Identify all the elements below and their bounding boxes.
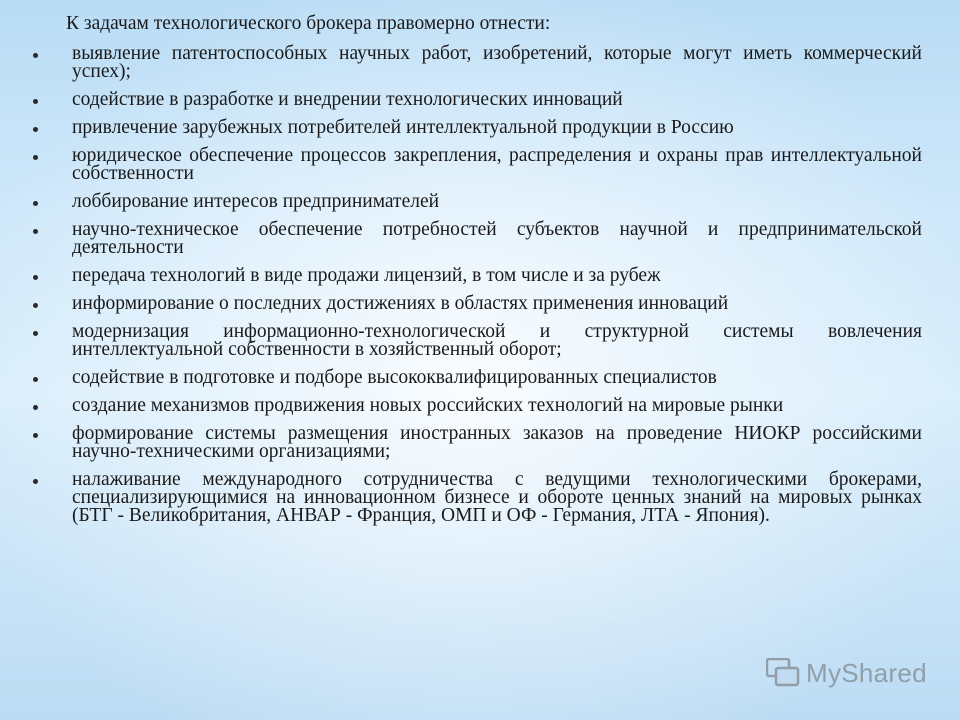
bullet-item	[0, 369, 960, 387]
bullet-text: содействие в подготовке и подборе высококвалифицированных специалистов	[72, 367, 717, 388]
slide-intro: К задачам технологического брокера правомерно отнести:	[66, 13, 551, 34]
bullet-item	[0, 295, 960, 313]
bullet-item	[0, 397, 960, 415]
bullet-item	[0, 45, 960, 81]
bullet-item	[0, 91, 960, 109]
bullet-text: содействие в разработке и внедрении технологических инноваций	[72, 89, 623, 110]
bullet-text: юридическое обеспечение процессов закрепления, распределения и охраны прав интеллектуальной собственности	[72, 145, 922, 184]
bullet-item	[0, 193, 960, 211]
bullet-dot-icon	[33, 53, 38, 58]
bullet-list	[0, 45, 960, 535]
bullet-dot-icon	[33, 229, 38, 234]
bullet-item	[0, 147, 960, 183]
bullet-text: привлечение зарубежных потребителей интеллектуальной продукции в Россию	[72, 117, 734, 138]
bullet-item	[0, 119, 960, 137]
bullet-text: информирование о последних достижениях в областях применения инноваций	[72, 293, 729, 314]
bullet-text: научно-техническое обеспечение потребностей субъектов научной и предпринимательской деятельности	[72, 219, 922, 258]
bullet-dot-icon	[33, 155, 38, 160]
bullet-dot-icon	[33, 303, 38, 308]
watermark	[766, 656, 927, 690]
bullet-text: формирование системы размещения иностранных заказов на проведение НИОКР российскими научно-техническими организациями;	[72, 423, 922, 462]
bullet-dot-icon	[33, 433, 38, 438]
bullet-dot-icon	[33, 275, 38, 280]
bullet-dot-icon	[33, 479, 38, 484]
bullet-item	[0, 425, 960, 461]
bullet-text: передача технологий в виде продажи лицензий, в том числе и за рубеж	[72, 265, 661, 286]
bullet-text: выявление патентоспособных научных работ, изобретений, которые могут иметь коммерческий успех);	[72, 43, 922, 82]
bullet-dot-icon	[33, 99, 38, 104]
bullet-dot-icon	[33, 377, 38, 382]
bullet-item	[0, 323, 960, 359]
watermark-text: MyShared	[806, 657, 927, 688]
bullet-item	[0, 471, 960, 525]
bullet-text: модернизация информационно-технологической и структурной системы вовлечения интеллектуальной собственности в хозяйственный оборот;	[72, 321, 922, 360]
bullet-dot-icon	[33, 331, 38, 336]
bullet-text: лоббирование интересов предпринимателей	[72, 191, 440, 212]
myshared-logo-icon	[766, 658, 800, 688]
bullet-dot-icon	[33, 201, 38, 206]
bullet-dot-icon	[33, 127, 38, 132]
bullet-text: создание механизмов продвижения новых российских технологий на мировые рынки	[72, 395, 784, 416]
bullet-text: налаживание международного сотрудничества с ведущими технологическими брокерами, специализирующимися на инновационном бизнесе и обороте ценных знаний на мировых рынках (БТГ - Великобритания, АНВАР - Франция, ОМП и ОФ - Германия, ЛТА - Япония).	[72, 469, 922, 526]
bullet-item	[0, 267, 960, 285]
bullet-dot-icon	[33, 405, 38, 410]
bullet-item	[0, 221, 960, 257]
